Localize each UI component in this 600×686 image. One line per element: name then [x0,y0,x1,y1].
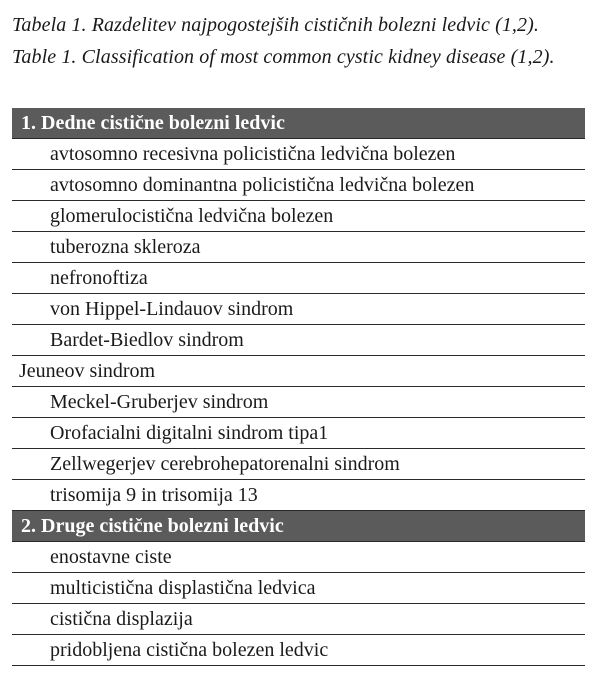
section-heading-other: 2. Druge cistične bolezni ledvic [12,511,585,542]
table-row: nefronoftiza [12,263,585,294]
table-row: Orofacialni digitalni sindrom tipa1 [12,418,585,449]
table-row: avtosomno dominantna policistična ledvična bolezen [12,170,585,201]
table-row: von Hippel-Lindauov sindrom [12,294,585,325]
table-row: avtosomno recesivna policistična ledvična bolezen [12,139,585,170]
table-row: Meckel-Gruberjev sindrom [12,387,585,418]
table-caption-slovenian: Tabela 1. Razdelitev najpogostejših cističnih bolezni ledvic (1,2). [12,14,539,36]
table-row: Zellwegerjev cerebrohepatorenalni sindrom [12,449,585,480]
table-row: pridobljena cistična bolezen ledvic [12,635,585,666]
table-row: tuberozna skleroza [12,232,585,263]
table-row: cistična displazija [12,604,585,635]
section-heading-hereditary: 1. Dedne cistične bolezni ledvic [12,108,585,139]
table-row: Bardet-Biedlov sindrom [12,325,585,356]
table-row: glomerulocistična ledvična bolezen [12,201,585,232]
classification-table [12,108,585,666]
table-row: enostavne ciste [12,542,585,573]
table-row: trisomija 9 in trisomija 13 [12,480,585,511]
table-caption-english: Table 1. Classification of most common cystic kidney disease (1,2). [12,46,555,68]
document-page [12,0,585,661]
table-row: Jeuneov sindrom [12,356,585,387]
table-row: multicistična displastična ledvica [12,573,585,604]
